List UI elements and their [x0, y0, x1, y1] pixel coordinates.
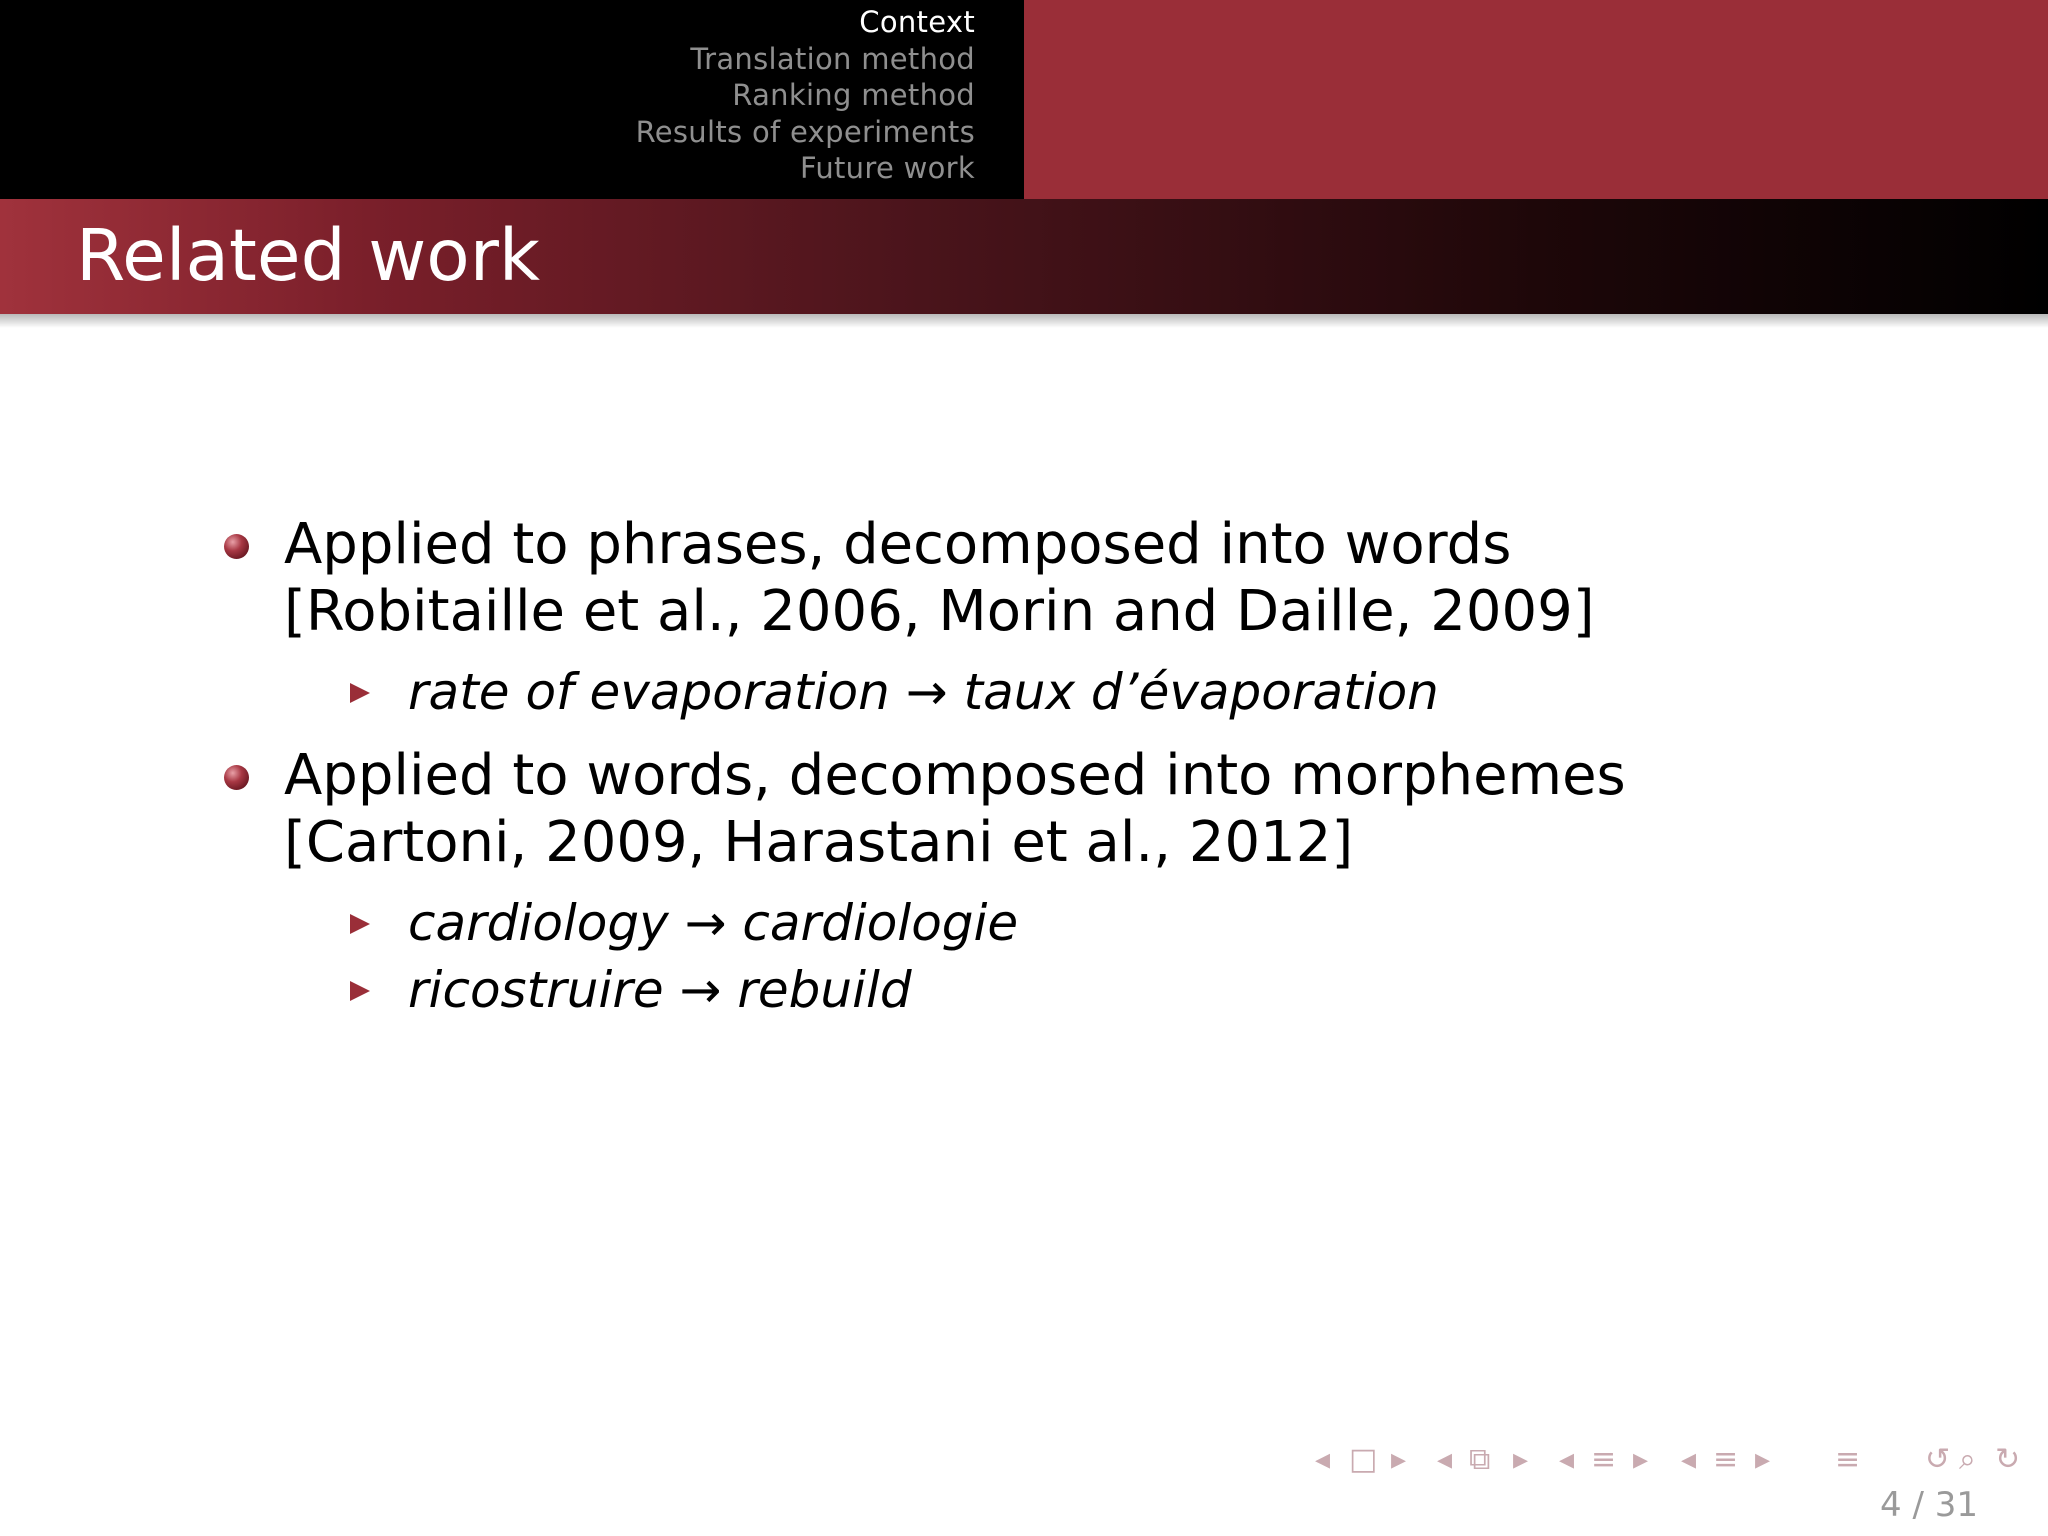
- section-prev-icon[interactable]: ◂: [1681, 1442, 1697, 1477]
- slide-next-icon[interactable]: ▸: [1391, 1442, 1407, 1477]
- bullet-triangle-icon: [350, 981, 370, 1001]
- frame-next-icon[interactable]: ▸: [1513, 1442, 1529, 1477]
- header-bar: [0, 0, 2048, 199]
- section-navigation-panel: [0, 0, 1024, 199]
- nav-item-future-work[interactable]: Future work: [799, 151, 975, 186]
- frame-title: Related work: [76, 214, 541, 297]
- bullet-ball-icon: [224, 765, 249, 790]
- bullet-triangle-icon: [350, 914, 370, 934]
- section-icon[interactable]: ≡: [1713, 1442, 1739, 1477]
- appendix-icon[interactable]: ≡: [1835, 1442, 1861, 1477]
- bullet-ball-icon: [224, 534, 249, 559]
- page-number: 4 / 31: [1880, 1485, 1978, 1525]
- search-icon[interactable]: ⌕: [1959, 1442, 1976, 1477]
- header-accent-panel: [1024, 0, 2048, 199]
- frame-prev-icon[interactable]: ◂: [1437, 1442, 1453, 1477]
- slide-prev-icon[interactable]: ◂: [1315, 1442, 1331, 1477]
- bullet-triangle-icon: [350, 683, 370, 703]
- slide-icon[interactable]: □: [1349, 1442, 1378, 1477]
- section-navigation: [636, 4, 975, 187]
- sub-list-item-text: ricostruire → rebuild: [408, 961, 912, 1019]
- section-next-icon[interactable]: ▸: [1755, 1442, 1771, 1477]
- forward-icon[interactable]: ↻: [1995, 1442, 2021, 1477]
- beamer-navigation-symbols: [1315, 1440, 2035, 1480]
- sub-list-item-text: cardiology → cardiologie: [408, 894, 1019, 952]
- list-item-line: Applied to phrases, decomposed into words: [284, 512, 1512, 577]
- sub-list-item-text: rate of evaporation → taux d’évaporation: [408, 663, 1439, 721]
- frame-icon[interactable]: ⧉: [1469, 1442, 1491, 1477]
- list-item-citation: [Robitaille et al., 2006, Morin and Daille, 2009]: [284, 579, 1595, 644]
- nav-item-ranking-method[interactable]: Ranking method: [732, 78, 975, 113]
- nav-item-context[interactable]: Context: [859, 5, 975, 39]
- frame-title-shadow: [0, 314, 2048, 328]
- nav-item-results-of-experiments[interactable]: Results of experiments: [635, 114, 975, 149]
- subsection-prev-icon[interactable]: ◂: [1559, 1442, 1575, 1477]
- list-item-citation: [Cartoni, 2009, Harastani et al., 2012]: [284, 810, 1354, 875]
- back-icon[interactable]: ↺: [1925, 1442, 1951, 1477]
- list-item-line: Applied to words, decomposed into morphemes: [284, 743, 1626, 808]
- subsection-next-icon[interactable]: ▸: [1633, 1442, 1649, 1477]
- nav-item-translation-method[interactable]: Translation method: [690, 41, 975, 76]
- subsection-icon[interactable]: ≡: [1591, 1442, 1617, 1477]
